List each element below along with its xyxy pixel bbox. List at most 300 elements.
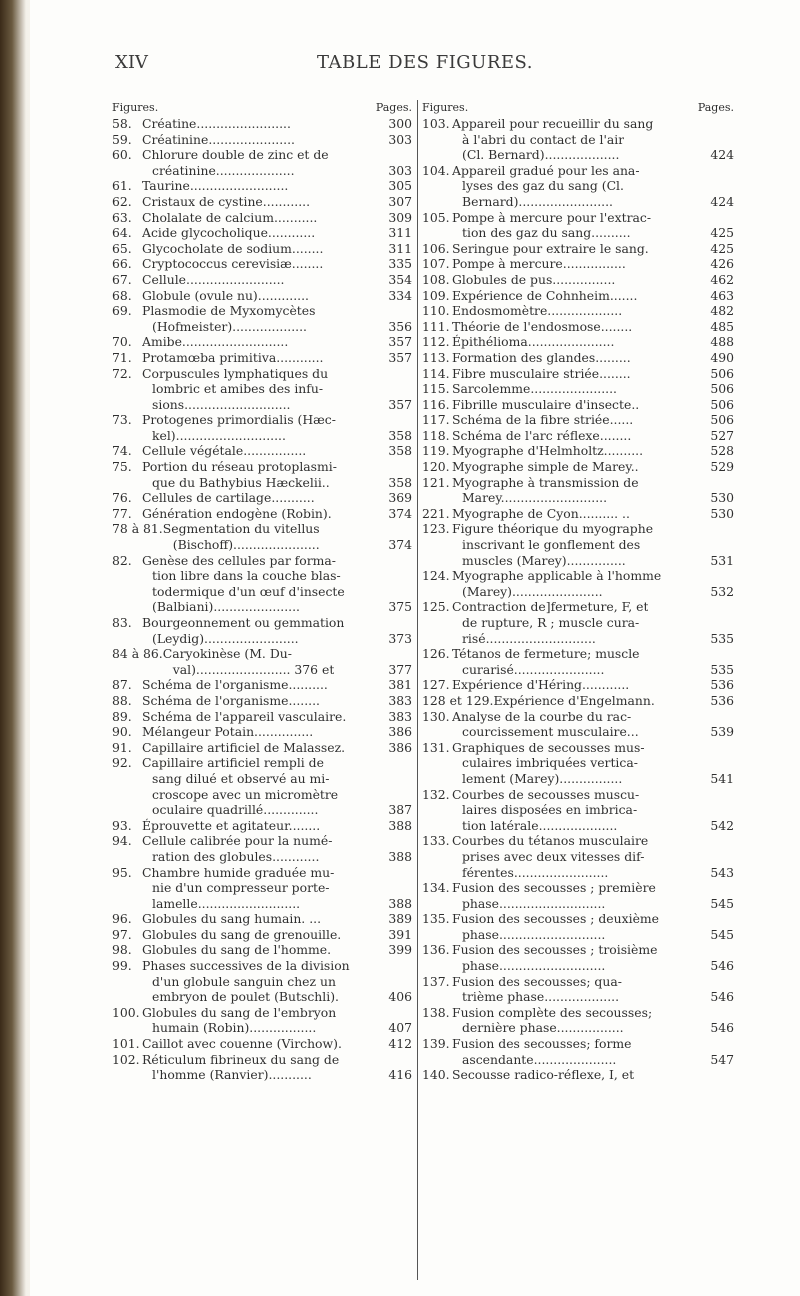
figure-number: 72. [112, 365, 132, 381]
page-ref: 377 [388, 661, 412, 677]
index-entry [112, 693, 412, 709]
figure-number: 75. [112, 459, 132, 475]
figure-number: 87. [112, 677, 132, 693]
index-entry [112, 288, 412, 304]
index-entry [422, 366, 734, 382]
page-ref: 506 [710, 412, 734, 428]
page-ref: 545 [710, 895, 734, 911]
entry-text: Phases successives de la division [142, 958, 350, 974]
figure-number: 64. [112, 225, 132, 241]
index-entry [112, 724, 412, 740]
entry-text: Pompe à mercure................ [452, 256, 626, 272]
running-header [115, 52, 735, 76]
index-entry [422, 210, 734, 241]
entry-text: trième phase................... [462, 989, 620, 1005]
figure-number: 116. [422, 396, 450, 412]
page-ref: 546 [710, 958, 734, 974]
entry-text: Globules du sang de l'embryon [142, 1004, 337, 1020]
index-entry [422, 412, 734, 428]
page-ref: 425 [710, 240, 734, 256]
index-entry [112, 194, 412, 210]
figure-number: 83. [112, 615, 132, 630]
page-ref: 542 [710, 817, 734, 833]
entry-text: Portion du réseau protoplasmi- [142, 459, 337, 475]
entry-text: tion latérale.................... [462, 817, 618, 833]
entry-text: Formation des glandes......... [452, 349, 631, 365]
index-entry [422, 709, 734, 740]
entry-text: Graphiques de secousses mus- [452, 739, 645, 755]
index-entry [422, 350, 734, 366]
entry-text: phase........................... [462, 958, 606, 974]
page-ref: 386 [388, 724, 412, 740]
figure-number: 105. [422, 209, 450, 225]
entry-text: Schéma de l'organisme.......... [142, 677, 328, 693]
entry-text: kel)............................ [152, 427, 286, 443]
index-entry [422, 974, 734, 1005]
entry-text: Myographe d'Helmholtz.......... [452, 443, 644, 459]
entry-text: Chambre humide graduée mu- [142, 864, 335, 880]
entry-text: d'un globule sanguin chez un [152, 973, 336, 989]
index-entry [112, 132, 412, 148]
entry-text: Schéma de l'arc réflexe........ [452, 427, 632, 443]
entry-text: oculaire quadrillé.............. [152, 802, 319, 818]
figure-number: 82. [112, 552, 132, 568]
entry-text: Éprouvette et agitateur........ [142, 817, 321, 833]
index-entry [112, 210, 412, 226]
page-ref: 300 [388, 116, 412, 131]
page-ref: 357 [388, 349, 412, 365]
page-ref: 358 [388, 427, 412, 443]
index-entry [112, 755, 412, 817]
column-divider [417, 100, 418, 1280]
entry-text: Pompe à mercure pour l'extrac- [452, 209, 652, 225]
figure-number: 132. [422, 786, 450, 802]
entry-text: Analyse de la courbe du rac- [452, 708, 632, 724]
entry-text: Capillaire artificiel de Malassez. [142, 739, 346, 755]
entry-text: lamelle.......................... [152, 895, 301, 911]
figure-number: 90. [112, 724, 132, 740]
page-ref: 506 [710, 365, 734, 381]
figure-number: 73. [112, 412, 132, 428]
entry-text: ascendante..................... [462, 1051, 617, 1067]
index-entry [112, 818, 412, 834]
page-ref: 482 [710, 303, 734, 319]
figure-number: 140. [422, 1067, 450, 1083]
page-ref: 375 [388, 599, 412, 615]
entry-text: todermique d'un œuf d'insecte [152, 583, 345, 599]
page-ref: 529 [710, 459, 734, 475]
entry-text: Appareil gradué pour les ana- [452, 162, 640, 178]
page-ref: 485 [710, 318, 734, 334]
page-ref: 311 [388, 225, 412, 241]
entry-text: Expérience d'Héring............ [452, 677, 630, 693]
entry-text: Génération endogène (Robin). [142, 505, 332, 521]
figure-number: 95. [112, 864, 132, 880]
index-entry [422, 319, 734, 335]
index-entry [112, 350, 412, 366]
column-header [422, 100, 734, 116]
figure-number: 113. [422, 349, 450, 365]
entry-text: Globules du sang humain. ... [142, 911, 322, 927]
figure-number: 70. [112, 334, 132, 350]
page-ref: 506 [710, 396, 734, 412]
entry-text: Glycocholate de sodium........ [142, 240, 324, 256]
entry-text: embryon de poulet (Butschli). [152, 989, 339, 1005]
entry-text: Endosmomètre................... [452, 303, 623, 319]
index-entry [112, 740, 412, 756]
index-entry [422, 459, 734, 475]
entry-text: Corpuscules lymphatiques du [142, 365, 329, 381]
index-entry [112, 272, 412, 288]
entry-text: lombric et amibes des infu- [152, 381, 324, 397]
entry-text: ration des globules............ [152, 848, 320, 864]
entry-text: risé............................ [462, 630, 596, 646]
page-ref: 546 [710, 1020, 734, 1036]
page-ref: 369 [388, 490, 412, 506]
entry-text: Plasmodie de Myxomycètes [142, 303, 316, 319]
index-entry [422, 1067, 734, 1083]
page-ref: 407 [388, 1020, 412, 1036]
index-entry [112, 366, 412, 413]
page-ref: 383 [388, 708, 412, 724]
index-entry [422, 506, 734, 522]
page-ref: 406 [388, 989, 412, 1005]
index-entry [422, 1005, 734, 1036]
figure-number: 106. [422, 240, 450, 256]
figure-number: 119. [422, 443, 450, 459]
page-ref: 532 [710, 583, 734, 599]
entry-text: Cellules de cartilage........... [142, 490, 315, 506]
page-ref: 391 [388, 926, 412, 942]
page-ref: 488 [710, 334, 734, 350]
index-entry [422, 241, 734, 257]
figures-heading: Figures. [422, 101, 469, 114]
index-entry [422, 693, 734, 709]
page-ref: 399 [388, 942, 412, 958]
index-entry [422, 911, 734, 942]
index-entry [112, 147, 412, 178]
entry-text: inscrivant le gonflement des [462, 537, 641, 553]
page-ref: 389 [388, 911, 412, 927]
figure-number: 130. [422, 708, 450, 724]
figure-number: 58. [112, 116, 132, 131]
entry-text: Caillot avec couenne (Virchow). [142, 1036, 342, 1052]
page-number: XIV [115, 52, 148, 73]
figure-number: 107. [422, 256, 450, 272]
entry-text: Réticulum fibrineux du sang de [142, 1051, 340, 1067]
page-ref: 528 [710, 443, 734, 459]
figure-number: 131. [422, 739, 450, 755]
entry-text: croscope avec un micromètre [152, 786, 339, 802]
index-entry [422, 568, 734, 599]
entry-text: val)........................ 376 et [172, 661, 335, 677]
right-column [422, 100, 734, 1083]
index-entry [112, 709, 412, 725]
index-entry [422, 397, 734, 413]
index-entry [112, 412, 412, 443]
entry-text: sions........................... [152, 396, 291, 412]
figure-number: 77. [112, 505, 132, 521]
page-ref: 545 [710, 926, 734, 942]
entry-text: laires disposées en imbrica- [462, 802, 638, 818]
pages-heading: Pages. [375, 101, 412, 114]
entry-text: Fusion des secousses; qua- [452, 973, 622, 989]
entry-text: Myographe simple de Marey.. [452, 459, 639, 475]
entry-text: Protogenes primordialis (Hæc- [142, 412, 336, 428]
entry-text: lyses des gaz du sang (Cl. [462, 178, 624, 194]
page-ref: 546 [710, 989, 734, 1005]
entry-text: phase........................... [462, 926, 606, 942]
entry-text: Épithélioma...................... [452, 334, 615, 350]
entry-text: Fusion des secousses ; deuxième [452, 911, 659, 927]
index-entry [112, 1036, 412, 1052]
index-entry [422, 677, 734, 693]
entry-text: Théorie de l'endosmose........ [452, 318, 633, 334]
figure-number: 123. [422, 521, 450, 537]
index-entry [112, 521, 412, 552]
page-ref: 357 [388, 396, 412, 412]
page-ref: 358 [388, 474, 412, 490]
figure-number: 112. [422, 334, 450, 350]
index-entry [422, 646, 734, 677]
entry-text: Myographe applicable à l'homme [452, 568, 662, 584]
index-entry [112, 865, 412, 912]
page-ref: 463 [710, 287, 734, 303]
entry-text: (Leydig)........................ [152, 630, 299, 646]
figure-number: 137. [422, 973, 450, 989]
entry-text: muscles (Marey)............... [462, 552, 626, 568]
figure-number: 133. [422, 833, 450, 849]
index-entry [422, 381, 734, 397]
entry-text: Globules du sang de l'homme. [142, 942, 332, 958]
index-entry [422, 428, 734, 444]
figure-number: 89. [112, 708, 132, 724]
page-ref: 535 [710, 661, 734, 677]
entry-text: Cristaux de cystine............ [142, 193, 311, 209]
index-entry [422, 787, 734, 834]
entry-text: Genèse des cellules par forma- [142, 552, 336, 568]
entry-text: Courbes de secousses muscu- [452, 786, 640, 802]
index-entry [112, 334, 412, 350]
entry-text: (Cl. Bernard)................... [462, 147, 620, 163]
page-ref: 388 [388, 895, 412, 911]
index-entry [112, 116, 412, 132]
entry-text: Fusion des secousses; forme [452, 1036, 632, 1052]
entry-text: (Marey)....................... [462, 583, 603, 599]
page-ref: 426 [710, 256, 734, 272]
entry-text: Cholalate de calcium........... [142, 209, 318, 225]
entry-text: créatinine.................... [152, 162, 295, 178]
page-ref: 358 [388, 443, 412, 459]
entry-text: Seringue pour extraire le sang. [452, 240, 649, 256]
page-ref: 462 [710, 271, 734, 287]
entry-text: Bernard)........................ [462, 193, 613, 209]
figure-number: 104. [422, 162, 450, 178]
page-ref: 424 [710, 193, 734, 209]
page-ref: 374 [388, 537, 412, 553]
index-entry [112, 911, 412, 927]
page-ref: 334 [388, 287, 412, 303]
index-entry [422, 880, 734, 911]
page-ref: 530 [710, 490, 734, 506]
entry-text: Fusion des secousses ; troisième [452, 942, 658, 958]
index-entry [422, 521, 734, 568]
entry-text: Globules de pus................ [452, 271, 616, 287]
entry-text: à l'abri du contact de l'air [462, 131, 625, 147]
page-ref: 388 [388, 848, 412, 864]
entry-text: Cellule......................... [142, 271, 285, 287]
figure-number: 103. [422, 116, 450, 131]
index-entry [422, 288, 734, 304]
entry-text: dernière phase................. [462, 1020, 624, 1036]
figure-number: 109. [422, 287, 450, 303]
figure-number: 110. [422, 303, 450, 319]
entry-text: Expérience de Cohnheim....... [452, 287, 638, 303]
entry-text: Schéma de l'appareil vasculaire. [142, 708, 347, 724]
page-ref: 527 [710, 427, 734, 443]
page-ref: 416 [388, 1067, 412, 1083]
page-ref: 535 [710, 630, 734, 646]
index-entry [422, 1036, 734, 1067]
figure-number: 120. [422, 459, 450, 475]
index-entry [112, 225, 412, 241]
entry-text: courcissement musculaire... [462, 724, 639, 740]
figure-number: 78 à 81. [112, 521, 163, 537]
figure-number: 88. [112, 692, 132, 708]
entry-text: Taurine......................... [142, 178, 289, 194]
page-ref: 387 [388, 802, 412, 818]
index-entry [112, 927, 412, 943]
entry-text: Secousse radico-réflexe, I, et [452, 1067, 635, 1083]
figure-number: 125. [422, 599, 450, 615]
page-ref: 305 [388, 178, 412, 194]
page-ref: 357 [388, 334, 412, 350]
entry-text: (Bischoff)...................... [172, 537, 320, 553]
entry-text: Fibrille musculaire d'insecte.. [452, 396, 640, 412]
figure-number: 117. [422, 412, 450, 428]
index-entry [112, 615, 412, 646]
page-ref: 531 [710, 552, 734, 568]
figure-number: 62. [112, 193, 132, 209]
entry-text: Créatinine...................... [142, 131, 295, 147]
entry-text: Appareil pour recueillir du sang [452, 116, 654, 131]
figure-number: 99. [112, 958, 132, 974]
entry-text: férentes........................ [462, 864, 609, 880]
page-ref: 386 [388, 739, 412, 755]
entry-text: (Hofmeister)................... [152, 318, 307, 334]
figure-number: 101. [112, 1036, 140, 1052]
page-ref: 356 [388, 318, 412, 334]
entry-text: Acide glycocholique............ [142, 225, 316, 241]
entry-text: Chlorure double de zinc et de [142, 147, 329, 163]
entry-text: tion libre dans la couche blas- [152, 568, 341, 584]
page-ref: 541 [710, 770, 734, 786]
page-ref: 354 [388, 271, 412, 287]
page-ref: 530 [710, 505, 734, 521]
page-title: TABLE DES FIGURES. [317, 52, 533, 73]
page-ref: 539 [710, 724, 734, 740]
figure-number: 114. [422, 365, 450, 381]
page-ref: 381 [388, 677, 412, 693]
index-entry [112, 646, 412, 677]
figure-number: 93. [112, 817, 132, 833]
entry-text: nie d'un compresseur porte- [152, 880, 330, 896]
figure-number: 126. [422, 646, 450, 662]
left-column [112, 100, 412, 1083]
figure-number: 221. [422, 505, 450, 521]
index-entry [422, 303, 734, 319]
entry-text: Amibe........................... [142, 334, 289, 350]
entry-text: Contraction de]fermeture, F, et [452, 599, 649, 615]
entry-text: prises avec deux vitesses dif- [462, 848, 645, 864]
page-ref: 374 [388, 505, 412, 521]
entry-text: l'homme (Ranvier)........... [152, 1067, 312, 1083]
index-entry [422, 163, 734, 210]
figure-number: 96. [112, 911, 132, 927]
page-ref: 425 [710, 225, 734, 241]
entry-text: humain (Robin)................. [152, 1020, 317, 1036]
figure-number: 136. [422, 942, 450, 958]
figure-number: 108. [422, 271, 450, 287]
figure-number: 63. [112, 209, 132, 225]
index-entry [422, 599, 734, 646]
figure-number: 67. [112, 271, 132, 287]
entry-text: de rupture, R ; muscle cura- [462, 615, 640, 630]
entry-text: Mélangeur Potain............... [142, 724, 314, 740]
figure-number: 102. [112, 1051, 140, 1067]
index-entry [112, 1005, 412, 1036]
entry-text: Schéma de l'organisme........ [142, 692, 320, 708]
page-ref: 388 [388, 817, 412, 833]
figure-number: 65. [112, 240, 132, 256]
entry-text: phase........................... [462, 895, 606, 911]
index-entry [422, 942, 734, 973]
page-ref: 383 [388, 692, 412, 708]
page-ref: 547 [710, 1051, 734, 1067]
entry-text: Myographe de Cyon.......... .. [452, 505, 630, 521]
entry-text: lement (Marey)................ [462, 770, 623, 786]
entry-text: Cellule végétale................ [142, 443, 307, 459]
page-ref: 536 [710, 677, 734, 693]
index-entry [112, 958, 412, 1005]
index-entry [422, 116, 734, 163]
entry-text: Figure théorique du myographe [452, 521, 654, 537]
entry-text: Caryokinèse (M. Du- [162, 646, 292, 662]
page-ref: 506 [710, 381, 734, 397]
entry-text: Globules du sang de grenouille. [142, 926, 342, 942]
index-entry [422, 334, 734, 350]
page-ref: 536 [710, 692, 734, 708]
figure-number: 139. [422, 1036, 450, 1052]
entry-text: culaires imbriquées vertica- [462, 755, 638, 771]
entry-text: Fusion des secousses ; première [452, 880, 656, 896]
entry-text: Courbes du tétanos musculaire [452, 833, 649, 849]
figure-number: 92. [112, 755, 132, 771]
figure-number: 68. [112, 287, 132, 303]
index-entry [422, 272, 734, 288]
figure-number: 138. [422, 1004, 450, 1020]
entry-text: Schéma de la fibre striée...... [452, 412, 634, 428]
column-header [112, 100, 412, 116]
page-ref: 307 [388, 193, 412, 209]
index-entry [112, 490, 412, 506]
pages-heading: Pages. [697, 101, 734, 114]
entry-text: Créatine........................ [142, 116, 291, 131]
entry-text: Sarcolemme...................... [452, 381, 617, 397]
index-entry [112, 942, 412, 958]
page-ref: 309 [388, 209, 412, 225]
figure-number: 98. [112, 942, 132, 958]
